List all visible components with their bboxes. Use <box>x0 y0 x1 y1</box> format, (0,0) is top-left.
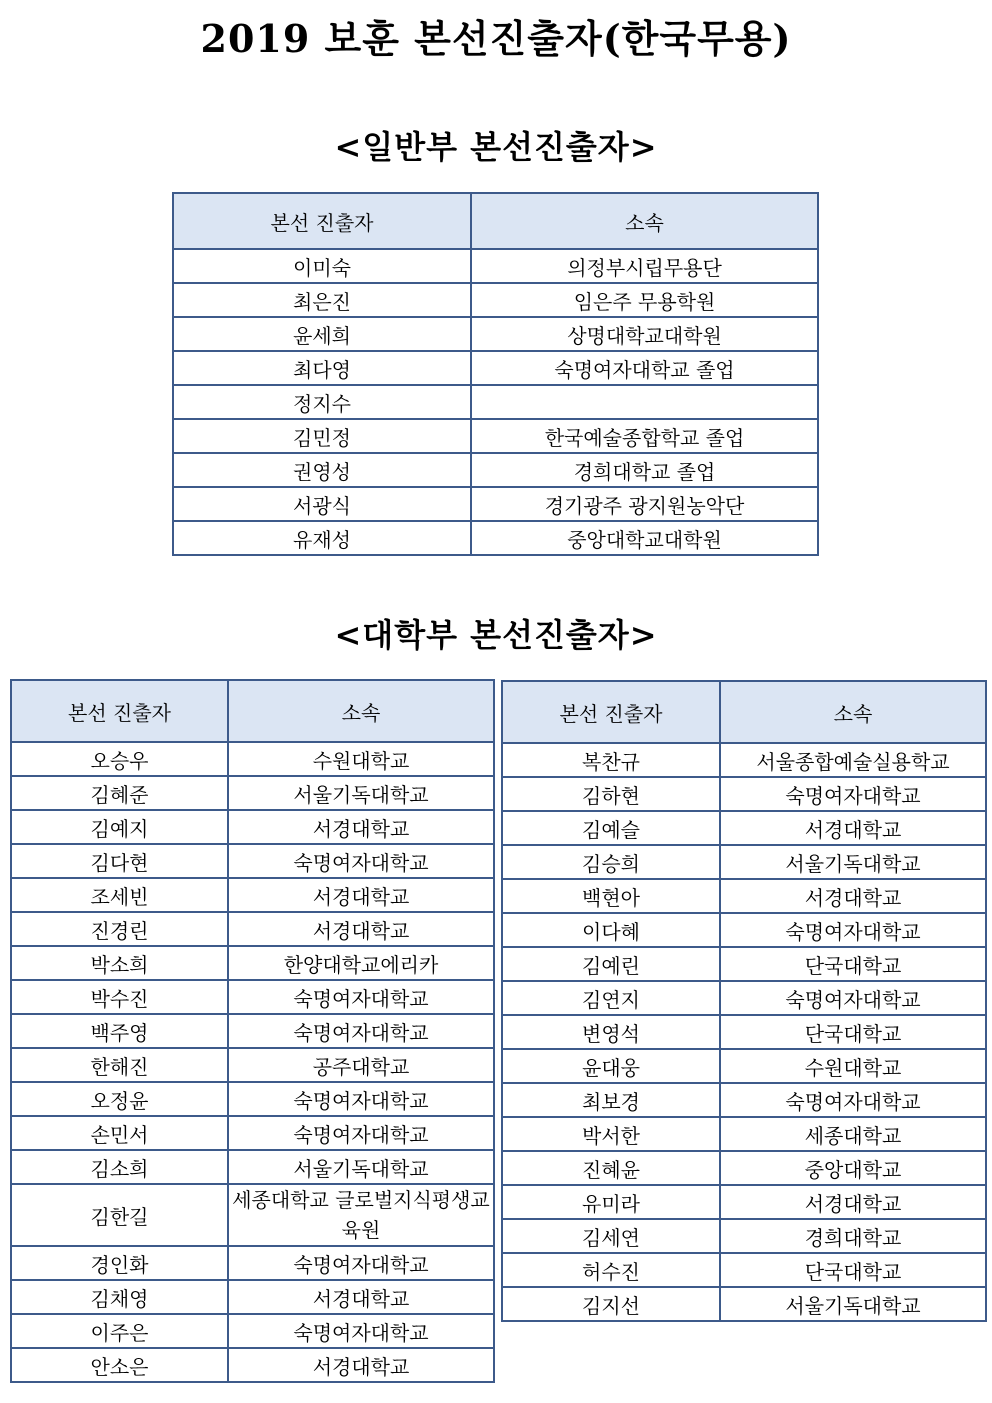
affiliation-cell: 서경대학교 <box>228 1348 494 1382</box>
table-row <box>11 1280 494 1314</box>
finalist-name-cell: 김예슬 <box>502 811 720 845</box>
affiliation-cell: 서경대학교 <box>720 811 986 845</box>
table-row <box>173 385 818 419</box>
table-row <box>502 1185 986 1219</box>
table-row <box>11 980 494 1014</box>
affiliation-cell: 서경대학교 <box>228 810 494 844</box>
finalist-name-cell: 한해진 <box>11 1048 228 1082</box>
table-row <box>502 1151 986 1185</box>
finalist-name-cell: 김지선 <box>502 1287 720 1321</box>
table-row <box>502 1253 986 1287</box>
table-row <box>11 1246 494 1280</box>
finalist-name-cell: 백주영 <box>11 1014 228 1048</box>
finalist-name-cell: 유재성 <box>173 521 471 555</box>
affiliation-cell: 숙명여자대학교 <box>228 1116 494 1150</box>
affiliation-cell: 경기광주 광지원농악단 <box>471 487 818 521</box>
finalist-name-cell: 유미라 <box>502 1185 720 1219</box>
table-row <box>502 1083 986 1117</box>
finalist-name-cell: 오정윤 <box>11 1082 228 1116</box>
finalist-name-cell: 김예린 <box>502 947 720 981</box>
table-row <box>502 1219 986 1253</box>
general-finalists-table <box>172 192 819 556</box>
finalist-name-cell: 최은진 <box>173 283 471 317</box>
affiliation-cell: 서경대학교 <box>720 879 986 913</box>
affiliation-cell: 서울기독대학교 <box>720 1287 986 1321</box>
table-row <box>11 1314 494 1348</box>
table-row <box>11 1116 494 1150</box>
table-row <box>173 521 818 555</box>
affiliation-cell: 숙명여자대학교 졸업 <box>471 351 818 385</box>
finalist-name-cell: 김혜준 <box>11 776 228 810</box>
table-row <box>502 845 986 879</box>
finalist-name-cell: 권영성 <box>173 453 471 487</box>
table-row <box>11 1014 494 1048</box>
table-row <box>173 249 818 283</box>
finalist-name-cell: 김예지 <box>11 810 228 844</box>
table-row <box>11 844 494 878</box>
finalist-name-cell: 최다영 <box>173 351 471 385</box>
table-row <box>502 947 986 981</box>
table-row <box>173 487 818 521</box>
finalist-name-cell: 김한길 <box>11 1184 228 1246</box>
finalist-name-cell: 허수진 <box>502 1253 720 1287</box>
finalist-name-cell: 서광식 <box>173 487 471 521</box>
table-row <box>502 1015 986 1049</box>
table-row <box>173 317 818 351</box>
table-row <box>502 879 986 913</box>
affiliation-cell: 임은주 무용학원 <box>471 283 818 317</box>
finalist-name-cell: 정지수 <box>173 385 471 419</box>
affiliation-cell: 단국대학교 <box>720 947 986 981</box>
table-row <box>11 742 494 776</box>
affiliation-cell: 경희대학교 <box>720 1219 986 1253</box>
finalist-name-cell: 안소은 <box>11 1348 228 1382</box>
affiliation-cell: 수원대학교 <box>720 1049 986 1083</box>
finalist-name-cell: 윤세희 <box>173 317 471 351</box>
table-row <box>11 1348 494 1382</box>
general-section-heading: <일반부 본선진출자> <box>334 128 658 166</box>
finalist-name-cell: 이다혜 <box>502 913 720 947</box>
finalist-name-cell: 이주은 <box>11 1314 228 1348</box>
table-row <box>11 878 494 912</box>
affiliation-cell: 의정부시립무용단 <box>471 249 818 283</box>
table-row <box>502 981 986 1015</box>
table-row <box>11 1184 494 1246</box>
affiliation-cell: 수원대학교 <box>228 742 494 776</box>
column-header-affiliation: 소속 <box>720 681 986 743</box>
affiliation-cell: 서울기독대학교 <box>228 1150 494 1184</box>
table-row <box>502 811 986 845</box>
finalist-name-cell: 김민정 <box>173 419 471 453</box>
finalist-name-cell: 김다현 <box>11 844 228 878</box>
page-title: 2019 보훈 본선진출자(한국무용) <box>200 16 792 61</box>
table-row <box>11 912 494 946</box>
finalist-name-cell: 박서한 <box>502 1117 720 1151</box>
table-row <box>11 1150 494 1184</box>
finalist-name-cell: 진혜윤 <box>502 1151 720 1185</box>
finalist-name-cell: 진경린 <box>11 912 228 946</box>
table-row <box>173 283 818 317</box>
table-row <box>11 776 494 810</box>
affiliation-cell: 경희대학교 졸업 <box>471 453 818 487</box>
affiliation-cell: 서울종합예술실용학교 <box>720 743 986 777</box>
affiliation-cell: 숙명여자대학교 <box>228 1314 494 1348</box>
finalist-name-cell: 김소희 <box>11 1150 228 1184</box>
table-row <box>11 1048 494 1082</box>
affiliation-cell: 세종대학교 글로벌지식평생교육원 <box>228 1184 494 1246</box>
finalist-name-cell: 김하현 <box>502 777 720 811</box>
column-header-finalist: 본선 진출자 <box>173 193 471 249</box>
affiliation-cell: 숙명여자대학교 <box>720 777 986 811</box>
finalist-name-cell: 변영석 <box>502 1015 720 1049</box>
affiliation-cell <box>471 385 818 419</box>
column-header-affiliation: 소속 <box>228 680 494 742</box>
affiliation-cell: 단국대학교 <box>720 1253 986 1287</box>
affiliation-cell: 숙명여자대학교 <box>720 913 986 947</box>
affiliation-cell: 숙명여자대학교 <box>228 1082 494 1116</box>
affiliation-cell: 서경대학교 <box>228 878 494 912</box>
affiliation-cell: 숙명여자대학교 <box>720 981 986 1015</box>
affiliation-cell: 세종대학교 <box>720 1117 986 1151</box>
table-row <box>502 1049 986 1083</box>
affiliation-cell: 한양대학교에리카 <box>228 946 494 980</box>
column-header-finalist: 본선 진출자 <box>11 680 228 742</box>
finalist-name-cell: 조세빈 <box>11 878 228 912</box>
affiliation-cell: 상명대학교대학원 <box>471 317 818 351</box>
finalist-name-cell: 박수진 <box>11 980 228 1014</box>
finalist-name-cell: 백현아 <box>502 879 720 913</box>
table-row <box>11 810 494 844</box>
affiliation-cell: 숙명여자대학교 <box>228 1014 494 1048</box>
finalist-name-cell: 박소희 <box>11 946 228 980</box>
finalist-name-cell: 김승희 <box>502 845 720 879</box>
affiliation-cell: 숙명여자대학교 <box>228 980 494 1014</box>
finalist-name-cell: 손민서 <box>11 1116 228 1150</box>
affiliation-cell: 숙명여자대학교 <box>228 1246 494 1280</box>
affiliation-cell: 중앙대학교대학원 <box>471 521 818 555</box>
table-row <box>11 946 494 980</box>
affiliation-cell: 서울기독대학교 <box>228 776 494 810</box>
finalist-name-cell: 최보경 <box>502 1083 720 1117</box>
finalist-name-cell: 복찬규 <box>502 743 720 777</box>
affiliation-cell: 서경대학교 <box>228 912 494 946</box>
finalist-name-cell: 오승우 <box>11 742 228 776</box>
university-finalists-table-left <box>10 679 495 1383</box>
column-header-affiliation: 소속 <box>471 193 818 249</box>
affiliation-cell: 숙명여자대학교 <box>720 1083 986 1117</box>
table-row <box>502 1287 986 1321</box>
column-header-finalist: 본선 진출자 <box>502 681 720 743</box>
affiliation-cell: 한국예술종합학교 졸업 <box>471 419 818 453</box>
affiliation-cell: 숙명여자대학교 <box>228 844 494 878</box>
table-row <box>502 743 986 777</box>
table-row <box>502 1117 986 1151</box>
finalist-name-cell: 이미숙 <box>173 249 471 283</box>
finalist-name-cell: 김연지 <box>502 981 720 1015</box>
university-finalists-table-right <box>501 680 987 1322</box>
affiliation-cell: 서울기독대학교 <box>720 845 986 879</box>
finalist-name-cell: 윤대웅 <box>502 1049 720 1083</box>
table-row <box>502 777 986 811</box>
affiliation-cell: 공주대학교 <box>228 1048 494 1082</box>
affiliation-cell: 단국대학교 <box>720 1015 986 1049</box>
affiliation-cell: 서경대학교 <box>228 1280 494 1314</box>
table-row <box>173 453 818 487</box>
table-row <box>11 1082 494 1116</box>
finalist-name-cell: 김채영 <box>11 1280 228 1314</box>
affiliation-cell: 서경대학교 <box>720 1185 986 1219</box>
table-row <box>173 351 818 385</box>
finalist-name-cell: 경인화 <box>11 1246 228 1280</box>
table-row <box>173 419 818 453</box>
university-section-heading: <대학부 본선진출자> <box>334 616 658 654</box>
table-row <box>502 913 986 947</box>
finalist-name-cell: 김세연 <box>502 1219 720 1253</box>
affiliation-cell: 중앙대학교 <box>720 1151 986 1185</box>
